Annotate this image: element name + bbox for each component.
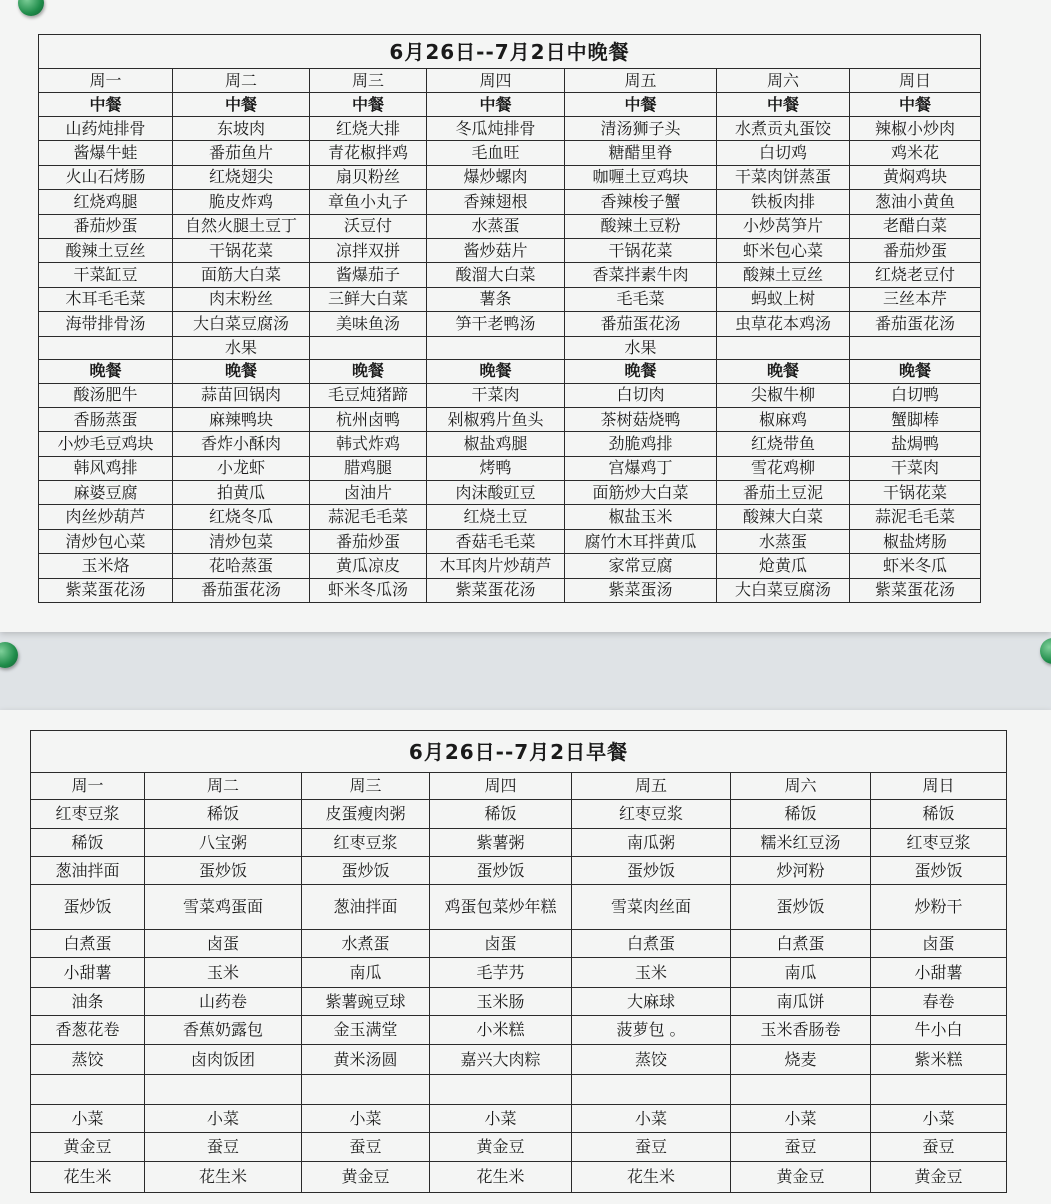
dish-cell: 卤蛋: [145, 930, 302, 958]
dish-cell: 黄金豆: [302, 1162, 430, 1193]
dish-cell: 红枣豆浆: [302, 829, 430, 857]
dish-cell: 小菜: [871, 1105, 1007, 1133]
dish-cell: 雪菜肉丝面: [572, 885, 731, 930]
day-header: 周二: [173, 69, 310, 93]
dish-cell: 红烧冬瓜: [173, 505, 310, 529]
dish-cell: 虾米冬瓜: [850, 554, 981, 578]
dish-cell: 蛋炒饭: [145, 857, 302, 885]
dish-cell: 蒸饺: [31, 1045, 145, 1075]
day-header: 周三: [310, 69, 427, 93]
dish-cell: 蚕豆: [302, 1133, 430, 1162]
dish-cell: 稀饭: [731, 800, 871, 829]
dish-cell: 腐竹木耳拌黄瓜: [565, 529, 717, 553]
dish-cell: 香肠蒸蛋: [39, 407, 173, 431]
dish-cell: 红烧鸡腿: [39, 190, 173, 214]
dish-cell: 火山石烤肠: [39, 165, 173, 189]
dish-cell: 卤肉饭团: [145, 1045, 302, 1075]
day-header-row: [31, 773, 1007, 800]
dish-cell: 大麻球: [572, 988, 731, 1016]
day-header: 周三: [302, 773, 430, 800]
dish-cell: 水蒸蛋: [427, 214, 565, 238]
dish-cell: 黄焖鸡块: [850, 165, 981, 189]
dish-cell: 水煮蛋: [302, 930, 430, 958]
breakfast-sheet: [0, 710, 1051, 1204]
dish-cell: 香葱花卷: [31, 1016, 145, 1045]
dish-cell: 烧麦: [731, 1045, 871, 1075]
dish-cell: 蟹脚棒: [850, 407, 981, 431]
dish-cell: 尖椒牛柳: [717, 383, 850, 407]
dish-cell: 红烧带鱼: [717, 432, 850, 456]
dish-cell: 蚂蚁上树: [717, 287, 850, 311]
table-row: [39, 165, 981, 189]
dish-cell: 红枣豆浆: [871, 829, 1007, 857]
dish-cell: 炒河粉: [731, 857, 871, 885]
dish-cell: 番茄蛋花汤: [565, 312, 717, 336]
dish-cell: 海带排骨汤: [39, 312, 173, 336]
dish-cell: 剁椒鸦片鱼头: [427, 407, 565, 431]
dish-cell: 美味鱼汤: [310, 312, 427, 336]
dish-cell: 菠萝包 。: [572, 1016, 731, 1045]
day-header: 周六: [731, 773, 871, 800]
dish-cell: 稀饭: [430, 800, 572, 829]
dish-cell: 黄金豆: [731, 1162, 871, 1193]
dish-cell: 花生米: [145, 1162, 302, 1193]
dish-cell: 小菜: [430, 1105, 572, 1133]
dish-cell: 盐焗鸭: [850, 432, 981, 456]
day-header: 周二: [145, 773, 302, 800]
dish-cell: 酸汤肥牛: [39, 383, 173, 407]
day-header: 周六: [717, 69, 850, 93]
table-row: [39, 432, 981, 456]
dish-cell: 春卷: [871, 988, 1007, 1016]
dish-cell: 花哈蒸蛋: [173, 554, 310, 578]
dish-cell: 白煮蛋: [572, 930, 731, 958]
dish-cell: 番茄炒蛋: [310, 529, 427, 553]
blank-cell: [430, 1075, 572, 1105]
table-row: [39, 312, 981, 336]
dish-cell: 鸡蛋包菜炒年糕: [430, 885, 572, 930]
dish-cell: 大白菜豆腐汤: [173, 312, 310, 336]
dish-cell: 南瓜: [731, 958, 871, 988]
dish-cell: 虾米包心菜: [717, 238, 850, 262]
lunch-dinner-table: [38, 34, 981, 603]
dish-cell: 香辣梭子蟹: [565, 190, 717, 214]
meal-label: 晚餐: [565, 359, 717, 383]
dish-cell: 小甜薯: [31, 958, 145, 988]
dish-cell: 沃豆付: [310, 214, 427, 238]
dish-cell: 酸辣大白菜: [717, 505, 850, 529]
dish-cell: 蒜苗回锅肉: [173, 383, 310, 407]
table-row: [31, 1105, 1007, 1133]
dish-cell: 紫薯粥: [430, 829, 572, 857]
dish-cell: 南瓜: [302, 958, 430, 988]
dish-cell: 白煮蛋: [731, 930, 871, 958]
dish-cell: 毛血旺: [427, 141, 565, 165]
day-header: 周一: [31, 773, 145, 800]
dish-cell: 蒜泥毛毛菜: [310, 505, 427, 529]
dish-cell: 黄瓜凉皮: [310, 554, 427, 578]
dish-cell: 干菜肉饼蒸蛋: [717, 165, 850, 189]
dish-cell: 红烧老豆付: [850, 263, 981, 287]
dish-cell: 金玉满堂: [302, 1016, 430, 1045]
dish-cell: 糖醋里脊: [565, 141, 717, 165]
dish-cell: 铁板肉排: [717, 190, 850, 214]
dish-cell: 番茄土豆泥: [717, 481, 850, 505]
dish-cell: 章鱼小丸子: [310, 190, 427, 214]
dish-cell: 白切鸡: [717, 141, 850, 165]
day-header: 周四: [427, 69, 565, 93]
dish-cell: 虾米冬瓜汤: [310, 578, 427, 602]
dish-cell: 花生米: [430, 1162, 572, 1193]
dish-cell: 蒸饺: [572, 1045, 731, 1075]
day-header: 周四: [430, 773, 572, 800]
dish-cell: 干锅花菜: [565, 238, 717, 262]
dish-cell: 东坡肉: [173, 117, 310, 141]
dish-cell: 玉米肠: [430, 988, 572, 1016]
dish-cell: 麻辣鸭块: [173, 407, 310, 431]
dish-cell: 木耳毛毛菜: [39, 287, 173, 311]
blank-cell: [145, 1075, 302, 1105]
day-header: 周五: [572, 773, 731, 800]
dish-cell: 番茄蛋花汤: [850, 312, 981, 336]
dish-cell: 香蕉奶露包: [145, 1016, 302, 1045]
dish-cell: 红烧土豆: [427, 505, 565, 529]
meal-label: 中餐: [565, 93, 717, 117]
dish-cell: 大白菜豆腐汤: [717, 578, 850, 602]
dish-cell: 番茄鱼片: [173, 141, 310, 165]
dish-cell: 酱炒菇片: [427, 238, 565, 262]
dish-cell: 小菜: [731, 1105, 871, 1133]
dish-cell: 葱油拌面: [302, 885, 430, 930]
title-row: [31, 731, 1007, 773]
table-row: [39, 481, 981, 505]
dish-cell: 油条: [31, 988, 145, 1016]
dish-cell: 酸辣土豆粉: [565, 214, 717, 238]
dish-cell: 韩式炸鸡: [310, 432, 427, 456]
dish-cell: 紫薯豌豆球: [302, 988, 430, 1016]
dish-cell: 白煮蛋: [31, 930, 145, 958]
dish-cell: 椒盐烤肠: [850, 529, 981, 553]
dish-cell: 宫爆鸡丁: [565, 456, 717, 480]
dish-cell: 笋干老鸭汤: [427, 312, 565, 336]
fruit-cell: 水果: [565, 336, 717, 359]
table-row: [39, 117, 981, 141]
dish-cell: 面筋大白菜: [173, 263, 310, 287]
dish-cell: 番茄炒蛋: [850, 238, 981, 262]
dish-cell: 自然火腿土豆丁: [173, 214, 310, 238]
dish-cell: 葱油小黄鱼: [850, 190, 981, 214]
dish-cell: 稀饭: [31, 829, 145, 857]
table-row: [39, 238, 981, 262]
dish-cell: 爆炒螺肉: [427, 165, 565, 189]
dish-cell: 三鲜大白菜: [310, 287, 427, 311]
table-row: [39, 529, 981, 553]
dish-cell: 紫菜蛋汤: [565, 578, 717, 602]
table-row: [39, 141, 981, 165]
day-header: 周日: [850, 69, 981, 93]
dish-cell: 蛋炒饭: [572, 857, 731, 885]
dish-cell: 糯米红豆汤: [731, 829, 871, 857]
menu-title: 6月26日--7月2日早餐: [31, 731, 1007, 773]
push-pin-icon: [1040, 638, 1051, 664]
dish-cell: 酱爆茄子: [310, 263, 427, 287]
table-row: [39, 554, 981, 578]
table-row: [39, 505, 981, 529]
dish-cell: 山药炖排骨: [39, 117, 173, 141]
dish-cell: 雪菜鸡蛋面: [145, 885, 302, 930]
meal-label: 晚餐: [310, 359, 427, 383]
dinner-label-row: [39, 359, 981, 383]
day-header: 周日: [871, 773, 1007, 800]
dish-cell: 肉末粉丝: [173, 287, 310, 311]
dish-cell: 小甜薯: [871, 958, 1007, 988]
dish-cell: 茶树菇烧鸭: [565, 407, 717, 431]
table-row: [31, 1133, 1007, 1162]
dish-cell: 白切肉: [565, 383, 717, 407]
dish-cell: 烤鸭: [427, 456, 565, 480]
dish-cell: 青花椒拌鸡: [310, 141, 427, 165]
table-row: [39, 190, 981, 214]
dish-cell: 白切鸭: [850, 383, 981, 407]
meal-label: 中餐: [717, 93, 850, 117]
dish-cell: 韩风鸡排: [39, 456, 173, 480]
dish-cell: 黄金豆: [31, 1133, 145, 1162]
table-row: [31, 829, 1007, 857]
table-row: [39, 287, 981, 311]
day-header: 周一: [39, 69, 173, 93]
dish-cell: 冬瓜炖排骨: [427, 117, 565, 141]
dish-cell: 毛芋艿: [430, 958, 572, 988]
dish-cell: 蚕豆: [871, 1133, 1007, 1162]
dish-cell: 紫米糕: [871, 1045, 1007, 1075]
dish-cell: 红烧大排: [310, 117, 427, 141]
dish-cell: 劲脆鸡排: [565, 432, 717, 456]
dish-cell: 稀饭: [145, 800, 302, 829]
table-row: [39, 383, 981, 407]
blank-cell: [731, 1075, 871, 1105]
table-row: [31, 930, 1007, 958]
blank-cell: [302, 1075, 430, 1105]
meal-label: 晚餐: [850, 359, 981, 383]
dish-cell: 水蒸蛋: [717, 529, 850, 553]
dish-cell: 扇贝粉丝: [310, 165, 427, 189]
meal-label: 中餐: [173, 93, 310, 117]
dish-cell: 蚕豆: [572, 1133, 731, 1162]
dish-cell: 皮蛋瘦肉粥: [302, 800, 430, 829]
fruit-cell: [717, 336, 850, 359]
dish-cell: 黄米汤圆: [302, 1045, 430, 1075]
dish-cell: 毛毛菜: [565, 287, 717, 311]
dish-cell: 干菜肉: [850, 456, 981, 480]
dish-cell: 清炒包心菜: [39, 529, 173, 553]
dish-cell: 香炸小酥肉: [173, 432, 310, 456]
dish-cell: 小菜: [302, 1105, 430, 1133]
dish-cell: 小菜: [31, 1105, 145, 1133]
table-row: [31, 1162, 1007, 1193]
meal-label: 晚餐: [173, 359, 310, 383]
dish-cell: 小菜: [145, 1105, 302, 1133]
dish-cell: 紫菜蛋花汤: [427, 578, 565, 602]
dish-cell: 腊鸡腿: [310, 456, 427, 480]
blank-cell: [31, 1075, 145, 1105]
dish-cell: 番茄蛋花汤: [173, 578, 310, 602]
dish-cell: 卤蛋: [871, 930, 1007, 958]
dish-cell: 麻婆豆腐: [39, 481, 173, 505]
dish-cell: 干锅花菜: [850, 481, 981, 505]
dish-cell: 红枣豆浆: [572, 800, 731, 829]
table-row: [39, 214, 981, 238]
dish-cell: 小龙虾: [173, 456, 310, 480]
dish-cell: 肉沫酸豇豆: [427, 481, 565, 505]
dish-cell: 肉丝炒葫芦: [39, 505, 173, 529]
dish-cell: 玉米: [572, 958, 731, 988]
lunch-label-row: [39, 93, 981, 117]
dish-cell: 花生米: [31, 1162, 145, 1193]
dish-cell: 家常豆腐: [565, 554, 717, 578]
table-row: [31, 885, 1007, 930]
dish-cell: 虫草花本鸡汤: [717, 312, 850, 336]
dish-cell: 稀饭: [871, 800, 1007, 829]
dish-cell: 水煮贡丸蛋饺: [717, 117, 850, 141]
dish-cell: 炝黄瓜: [717, 554, 850, 578]
dish-cell: 蚕豆: [145, 1133, 302, 1162]
dish-cell: 紫菜蛋花汤: [850, 578, 981, 602]
meal-label: 中餐: [39, 93, 173, 117]
menu-title: 6月26日--7月2日中晚餐: [39, 35, 981, 69]
dish-cell: 干菜缸豆: [39, 263, 173, 287]
blank-row: [31, 1075, 1007, 1105]
dish-cell: 小菜: [572, 1105, 731, 1133]
dish-cell: 椒盐鸡腿: [427, 432, 565, 456]
dish-cell: 嘉兴大肉粽: [430, 1045, 572, 1075]
dish-cell: 雪花鸡柳: [717, 456, 850, 480]
dish-cell: 南瓜粥: [572, 829, 731, 857]
dish-cell: 蒜泥毛毛菜: [850, 505, 981, 529]
dish-cell: 辣椒小炒肉: [850, 117, 981, 141]
dish-cell: 拍黄瓜: [173, 481, 310, 505]
push-pin-icon: [0, 642, 18, 668]
dish-cell: 炒粉干: [871, 885, 1007, 930]
dish-cell: 干锅花菜: [173, 238, 310, 262]
table-row: [39, 456, 981, 480]
dish-cell: 酸溜大白菜: [427, 263, 565, 287]
dish-cell: 南瓜饼: [731, 988, 871, 1016]
dish-cell: 卤蛋: [430, 930, 572, 958]
dish-cell: 香辣翅根: [427, 190, 565, 214]
dish-cell: 玉米香肠卷: [731, 1016, 871, 1045]
dish-cell: 蛋炒饭: [731, 885, 871, 930]
table-row: [31, 857, 1007, 885]
dish-cell: 蚕豆: [731, 1133, 871, 1162]
dish-cell: 花生米: [572, 1162, 731, 1193]
dish-cell: 黄金豆: [430, 1133, 572, 1162]
dish-cell: 凉拌双拼: [310, 238, 427, 262]
fruit-cell: [39, 336, 173, 359]
dish-cell: 香菇毛毛菜: [427, 529, 565, 553]
fruit-cell: [427, 336, 565, 359]
dish-cell: 三丝本芹: [850, 287, 981, 311]
dish-cell: 酸辣土豆丝: [717, 263, 850, 287]
dish-cell: 葱油拌面: [31, 857, 145, 885]
dish-cell: 黄金豆: [871, 1162, 1007, 1193]
title-row: [39, 35, 981, 69]
meal-label: 晚餐: [427, 359, 565, 383]
dish-cell: 咖喱土豆鸡块: [565, 165, 717, 189]
dish-cell: 山药卷: [145, 988, 302, 1016]
meal-label: 中餐: [427, 93, 565, 117]
table-row: [39, 578, 981, 602]
dish-cell: 老醋白菜: [850, 214, 981, 238]
dish-cell: 八宝粥: [145, 829, 302, 857]
day-header: 周五: [565, 69, 717, 93]
dish-cell: 蛋炒饭: [871, 857, 1007, 885]
dish-cell: 薯条: [427, 287, 565, 311]
dish-cell: 毛豆炖猪蹄: [310, 383, 427, 407]
dish-cell: 蛋炒饭: [430, 857, 572, 885]
table-row: [39, 407, 981, 431]
dish-cell: 蛋炒饭: [31, 885, 145, 930]
dish-cell: 牛小白: [871, 1016, 1007, 1045]
dish-cell: 卤油片: [310, 481, 427, 505]
table-row: [31, 1016, 1007, 1045]
dish-cell: 干菜肉: [427, 383, 565, 407]
meal-label: 晚餐: [39, 359, 173, 383]
dish-cell: 玉米: [145, 958, 302, 988]
dish-cell: 小米糕: [430, 1016, 572, 1045]
dish-cell: 红枣豆浆: [31, 800, 145, 829]
fruit-cell: 水果: [173, 336, 310, 359]
dish-cell: 鸡米花: [850, 141, 981, 165]
blank-cell: [871, 1075, 1007, 1105]
dish-cell: 木耳肉片炒葫芦: [427, 554, 565, 578]
dish-cell: 玉米烙: [39, 554, 173, 578]
meal-label: 中餐: [310, 93, 427, 117]
dish-cell: 椒盐玉米: [565, 505, 717, 529]
table-row: [31, 988, 1007, 1016]
dish-cell: 面筋炒大白菜: [565, 481, 717, 505]
table-row: [39, 263, 981, 287]
fruit-cell: [850, 336, 981, 359]
dish-cell: 番茄炒蛋: [39, 214, 173, 238]
blank-cell: [572, 1075, 731, 1105]
day-header-row: [39, 69, 981, 93]
meal-label: 中餐: [850, 93, 981, 117]
dish-cell: 清炒包菜: [173, 529, 310, 553]
breakfast-table: [30, 730, 1007, 1193]
dish-cell: 脆皮炸鸡: [173, 190, 310, 214]
table-row: [31, 1045, 1007, 1075]
dish-cell: 香菜拌素牛肉: [565, 263, 717, 287]
dish-cell: 酸辣土豆丝: [39, 238, 173, 262]
dish-cell: 清汤狮子头: [565, 117, 717, 141]
meal-label: 晚餐: [717, 359, 850, 383]
table-row: [31, 958, 1007, 988]
dish-cell: 红烧翅尖: [173, 165, 310, 189]
table-row: [31, 800, 1007, 829]
dish-cell: 小炒毛豆鸡块: [39, 432, 173, 456]
fruit-cell: [310, 336, 427, 359]
dish-cell: 杭州卤鸭: [310, 407, 427, 431]
dish-cell: 紫菜蛋花汤: [39, 578, 173, 602]
fruit-row: [39, 336, 981, 359]
dish-cell: 蛋炒饭: [302, 857, 430, 885]
dish-cell: 椒麻鸡: [717, 407, 850, 431]
dish-cell: 酱爆牛蛙: [39, 141, 173, 165]
dish-cell: 小炒莴笋片: [717, 214, 850, 238]
